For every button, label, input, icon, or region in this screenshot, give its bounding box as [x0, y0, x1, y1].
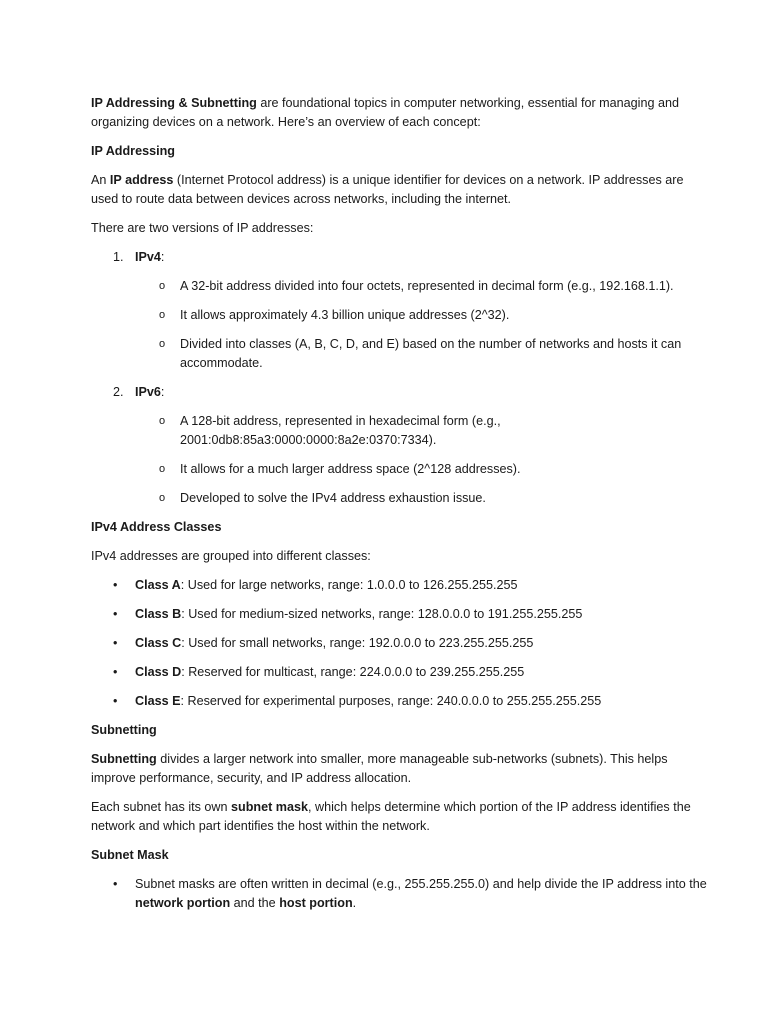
class-item [91, 663, 708, 682]
point-text: Developed to solve the IPv4 address exhaustion issue. [180, 491, 486, 505]
heading-ip-addressing: IP Addressing [91, 144, 175, 158]
class-text [135, 663, 708, 682]
versions-intro: There are two versions of IP addresses: [91, 221, 314, 235]
version-title [135, 248, 164, 267]
sub-bullet-icon: o [159, 309, 166, 321]
ip-def-bold: IP address [109, 173, 174, 187]
sub-bullet-icon: o [159, 338, 166, 350]
bullet-icon: • [113, 694, 118, 708]
version-number: 2. [113, 385, 124, 399]
subnet-mask-list [91, 875, 708, 913]
class-description: : Used for medium-sized networks, range: 128.0.0.0 to 191.255.255.255 [181, 607, 583, 621]
class-text [135, 605, 708, 624]
version-row [91, 383, 708, 402]
mask-item-mid: and the [230, 896, 280, 910]
list-item [91, 335, 708, 373]
class-description: : Used for large networks, range: 1.0.0.0 to 126.255.255.255 [180, 578, 518, 592]
ipv4-classes-list [91, 576, 708, 711]
list-item [91, 460, 708, 479]
version-marker [91, 248, 135, 267]
class-text [135, 576, 708, 595]
list-item [91, 306, 708, 325]
class-item [91, 692, 708, 711]
host-portion: host portion [279, 896, 353, 910]
ip-def-post: (Internet Protocol address) is a unique identifier for devices on a network. IP addresses are used to route data between devices across networks, including the internet. [91, 173, 684, 206]
ipv4-points [91, 277, 708, 373]
heading-ipv4-classes: IPv4 Address Classes [91, 520, 222, 534]
version-title [135, 383, 164, 402]
class-label: Class A [135, 578, 181, 592]
class-description: : Reserved for multicast, range: 224.0.0.0 to 239.255.255.255 [181, 665, 525, 679]
subnetting-bold: Subnetting [91, 752, 157, 766]
point-text: A 128-bit address, represented in hexadecimal form (e.g., 2001:0db8:85a3:0000:0000:8a2e:0370:7334). [180, 414, 501, 447]
intro-bold: IP Addressing & Subnetting [91, 96, 257, 110]
network-portion: network portion [135, 896, 231, 910]
list-item [91, 489, 708, 508]
class-item [91, 634, 708, 653]
version-suffix: : [160, 385, 165, 399]
class-item [91, 605, 708, 624]
class-item [91, 576, 708, 595]
ipv6-points [91, 412, 708, 508]
ip-definition-paragraph [91, 171, 708, 209]
ip-def-pre: An [91, 173, 110, 187]
version-item-ipv4 [91, 248, 708, 373]
list-item [91, 277, 708, 296]
version-suffix: : [160, 250, 165, 264]
intro-text: are foundational topics in computer networking, essential for managing and organizing devices on a network. Here’s an overview of each concept: [91, 96, 679, 129]
class-text [135, 634, 708, 653]
class-description: : Used for small networks, range: 192.0.0.0 to 223.255.255.255 [181, 636, 534, 650]
mask-item-pre: Subnet masks are often written in decimal (e.g., 255.255.255.0) and help divide the IP address into the [135, 877, 707, 891]
sub-bullet-icon: o [159, 492, 166, 504]
mask-pre: Each subnet has its own [91, 800, 232, 814]
version-label: IPv4 [135, 250, 161, 264]
bullet-icon: • [113, 607, 118, 621]
bullet-icon: • [113, 665, 118, 679]
bullet-icon: • [113, 877, 118, 891]
bullet-icon: • [113, 636, 118, 650]
point-text: It allows for a much larger address space (2^128 addresses). [180, 462, 521, 476]
class-label: Class B [135, 607, 182, 621]
bullet-icon: • [113, 578, 118, 592]
list-item [91, 875, 708, 913]
class-label: Class C [135, 636, 182, 650]
version-label: IPv6 [135, 385, 161, 399]
version-row [91, 248, 708, 267]
sub-bullet-icon: o [159, 415, 166, 427]
subnetting-text: divides a larger network into smaller, more manageable sub-networks (subnets). This helps improve performance, security, and IP address allocation. [91, 752, 668, 785]
mask-bold: subnet mask [231, 800, 309, 814]
heading-subnet-mask: Subnet Mask [91, 848, 169, 862]
classes-intro: IPv4 addresses are grouped into different classes: [91, 549, 371, 563]
class-label: Class E [135, 694, 181, 708]
sub-bullet-icon: o [159, 463, 166, 475]
class-description: : Reserved for experimental purposes, range: 240.0.0.0 to 255.255.255.255 [180, 694, 602, 708]
mask-item-text [135, 875, 708, 913]
sub-bullet-icon: o [159, 280, 166, 292]
subnetting-paragraph [91, 750, 708, 788]
subnet-mask-paragraph [91, 798, 708, 836]
version-marker [91, 383, 135, 402]
mask-item-post: . [352, 896, 357, 910]
point-text: Divided into classes (A, B, C, D, and E) based on the number of networks and hosts it can accommodate. [180, 337, 682, 370]
intro-paragraph [91, 94, 708, 132]
ip-versions-list [91, 248, 708, 508]
heading-subnetting: Subnetting [91, 723, 157, 737]
point-text: It allows approximately 4.3 billion unique addresses (2^32). [180, 308, 510, 322]
version-number: 1. [113, 250, 124, 264]
class-label: Class D [135, 665, 182, 679]
point-text: A 32-bit address divided into four octets, represented in decimal form (e.g., 192.168.1.1). [180, 279, 674, 293]
mask-post: , which helps determine which portion of the IP address identifies the network and which part identifies the host within the network. [91, 800, 691, 833]
class-text [135, 692, 708, 711]
list-item [91, 412, 708, 450]
version-item-ipv6 [91, 383, 708, 508]
